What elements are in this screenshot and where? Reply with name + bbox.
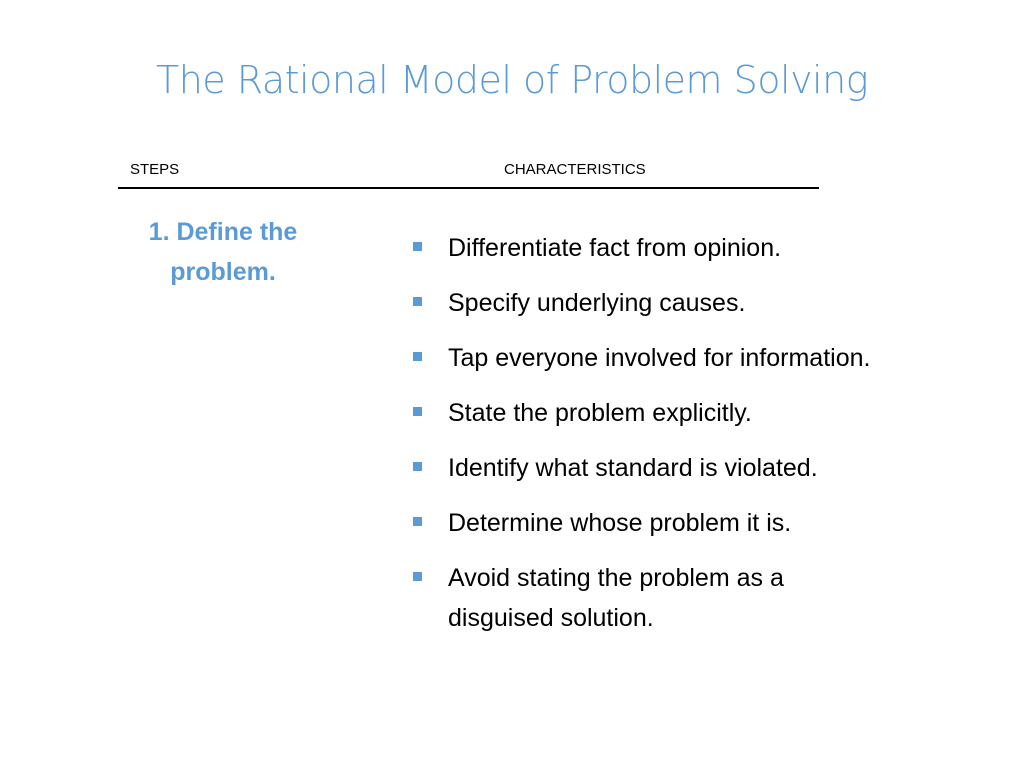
square-bullet-icon [413, 242, 422, 251]
header-divider [118, 187, 819, 189]
square-bullet-icon [413, 297, 422, 306]
characteristics-list [410, 228, 970, 653]
square-bullet-icon [413, 352, 422, 361]
characteristic-item [410, 283, 970, 323]
characteristic-item [410, 448, 970, 488]
steps-column-header: STEPS [130, 161, 180, 178]
square-bullet-icon [413, 517, 422, 526]
slide-title: The Rational Model of Problem Solving [156, 58, 868, 102]
characteristic-text: Differentiate fact from opinion. [448, 234, 782, 262]
square-bullet-icon [413, 462, 422, 471]
characteristic-text: Identify what standard is violated. [448, 454, 818, 482]
characteristic-item [410, 558, 868, 638]
characteristic-text: Tap everyone involved for information. [448, 344, 871, 372]
square-bullet-icon [413, 572, 422, 581]
characteristics-column-header: CHARACTERISTICS [504, 161, 646, 178]
characteristic-text: Avoid stating the problem as a disguised solution. [448, 564, 784, 632]
characteristic-text: State the problem explicitly. [448, 399, 752, 427]
characteristic-item [410, 338, 970, 378]
characteristic-item [410, 503, 970, 543]
characteristic-text: Determine whose problem it is. [448, 509, 792, 537]
characteristic-item [410, 393, 970, 433]
square-bullet-icon [413, 407, 422, 416]
step-label [118, 212, 328, 292]
characteristic-item [410, 228, 970, 268]
characteristic-text: Specify underlying causes. [448, 289, 746, 317]
step-label-line-1: 1. Define the [148, 218, 298, 246]
step-label-line-2: problem. [170, 258, 276, 286]
